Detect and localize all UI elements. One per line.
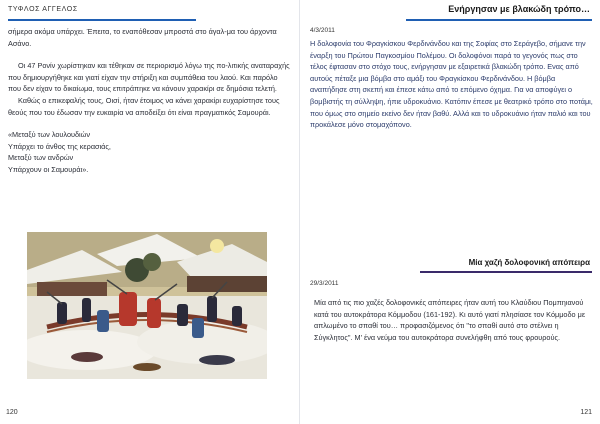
section-title: Ενήργησαν με βλακώδη τρόπο… <box>448 4 590 14</box>
section-title: Μία χαζή δολοφονική απόπειρα <box>468 258 590 267</box>
page-number: 120 <box>6 409 18 416</box>
paragraph: Καθώς ο επικεφαλής τους, Οισί, ήταν έτοιμος να κάνει χαρακίρι ευχαρίστησε τους θεούς που του έδωσαν την ευκαιρία να αποδείξει ότι είναι πραγματικός Σαμουράι. <box>8 95 280 117</box>
samurai-battle-illustration <box>27 232 267 379</box>
section-body: Μία από τις πιο χαζές δολοφονικές απόπειρες ήταν αυτή του Κλαύδιου Πομπηιανού κατά του αυτοκράτορα Κόμμοδου (161-192). Κι αυτό γιατί πλησίασε τον Κόμμοδο με απλωμένο το σπαθί του… προφασιζόμενος ότι "το σπαθί αυτό στο στέλνει η Σύγκλητος". Μ' ένα νεύμα του αυτοκράτορα συνελήφθη από τους φρουρούς. <box>314 298 586 342</box>
poem-line: Υπάρχει το άνθος της κερασιάς, <box>8 141 111 151</box>
section-date: 4/3/2011 <box>310 27 335 34</box>
page-number: 121 <box>580 409 592 416</box>
left-body-text <box>8 26 292 176</box>
poem-line: Υπάρχουν οι Σαμουράι». <box>8 164 89 174</box>
right-page <box>300 0 600 424</box>
title-rule <box>406 19 592 21</box>
poem-line: Μεταξύ των ανδρών <box>8 153 74 163</box>
header-rule <box>8 19 196 21</box>
section-date: 29/3/2011 <box>310 280 339 287</box>
paragraph: σήμερα ακόμα υπάρχει. Έπειτα, το εναπόθεσαν μπροστά στο άγαλ-μα του άρχοντα Ασάνο. <box>8 27 277 48</box>
poem-line: «Μεταξύ των λουλουδιών <box>8 130 91 140</box>
title-rule <box>420 271 592 273</box>
paragraph: Οι 47 Ρονίν χωρίστηκαν και τέθηκαν σε περιορισμό λόγω της πο-λιτικής αναταραχής που δημιουργήθηκε και γιατί είχαν την στήριξη και συμπάθεια του λαού. Και παρόλο που δεν είχαν το δικαίωμα, τους επιτράπηκε να κάνουν χαρακίρι σε δημόσια τελετή. <box>8 61 290 94</box>
running-head: ΤΥΦΛΟΣ ΑΓΓΕΛΟΣ <box>8 6 78 13</box>
section-body: Η δολοφονία του Φραγκίσκου Φερδινάνδου και της Σοφίας στο Σεράγεβο, σήμανε την έναρξη του Πρώτου Παγκοσμίου Πολέμου. Οι δολοφόνοι παρά το γεγονός πως στο τέλος έφτασαν στο στόχο τους, ενήργησαν με εξαιρετικά βλακώδη τρόπο. Ενας από αυτούς πέταξε μια βόμβα στο αμάξι του Φραγκίσκου Φερδινάνδου. Η βόμβα αναπήδησε στη σκεπή και έπεσε κάτω από το επόμενο όχημα. Για να αποφύγει ο βομβιστής τη σύλληψη, ήπιε υδροκυάνιο. Κατόπιν έπεσε με θεατρικό τρόπο στο ποτάμι, που όμως στο σημείο εκείνο δεν ήταν βαθύ. Αλλά και το υδροκυάνιο ήταν παλιό και του προκάλεσε μόνο στομαχόπονο. <box>310 39 593 130</box>
